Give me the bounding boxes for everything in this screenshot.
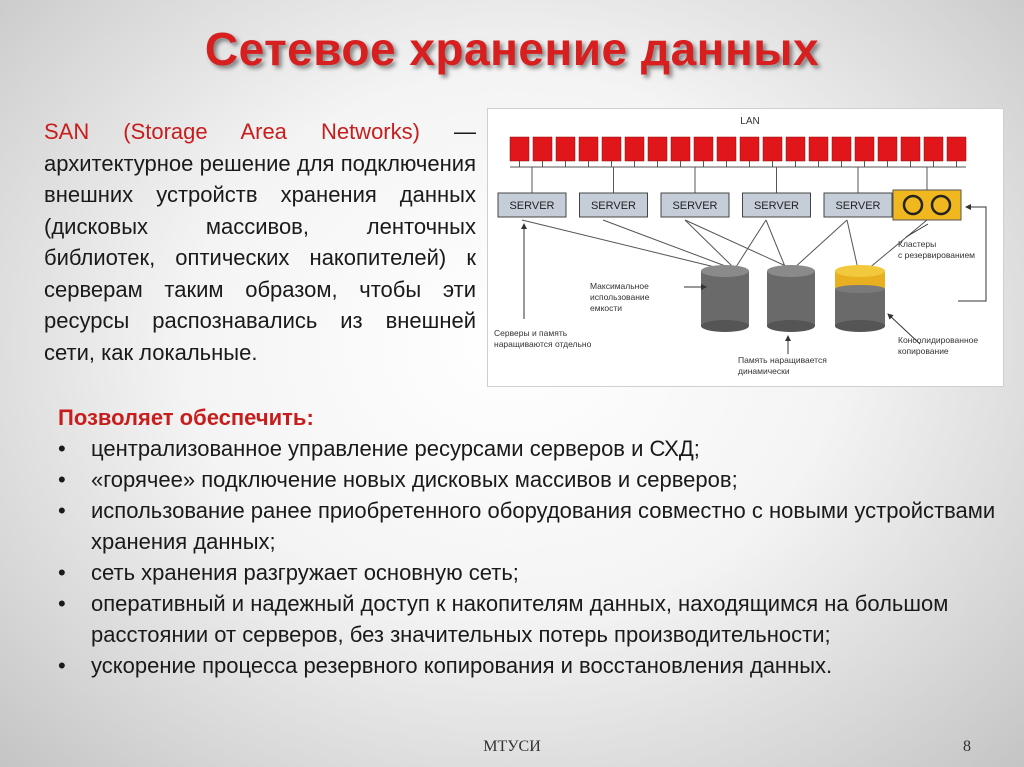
lan-node [671,137,690,161]
lan-node [878,137,897,161]
label-clusters: Кластеры с резервированием [898,239,976,260]
server-box [580,167,648,217]
server-label: SERVER [753,200,800,212]
server-box [743,167,811,217]
lan-node [740,137,759,161]
lan-node [717,137,736,161]
cluster-label-pointer [906,224,928,237]
server-row [498,167,927,217]
server-label: SERVER [509,200,555,212]
lan-label: LAN [740,116,760,127]
san-diagram [487,108,1004,387]
list-item [58,650,998,681]
intro-paragraph [44,116,476,368]
list-item [58,588,998,650]
san-links [522,220,927,269]
san-diagram-svg [488,109,1003,386]
page-number: 8 [963,738,971,755]
list-item-text: «горячее» подключение новых дисковых массивов и серверов; [91,467,738,492]
benefits-list [58,433,998,681]
bullet-icon: • [58,653,66,678]
list-item [58,557,998,588]
lan-node [901,137,920,161]
label-consolidated: Консолидированное копирование [898,335,979,356]
lan-node [694,137,713,161]
cluster-box [893,190,961,220]
lan-node [947,137,966,161]
lan-node [786,137,805,161]
list-item-text: оперативный и надежный доступ к накопителям данных, находящимся на большом расстоянии от серверов, без значительных потерь производительности; [91,591,949,647]
lan-node [602,137,621,161]
benefits-section [58,403,998,681]
bullet-icon: • [58,467,66,492]
list-item-text: сеть хранения разгружает основную сеть; [91,560,519,585]
list-item [58,433,998,464]
lan-node [510,137,529,161]
server-box [498,167,566,217]
benefits-heading: Позволяет обеспечить: [58,405,314,430]
server-label: SERVER [672,200,718,212]
slide-title: Сетевое хранение данных [204,23,820,75]
list-item-text: использование ранее приобретенного оборудования совместно с новыми устройствами хранения данных; [91,498,996,554]
lan-node [556,137,575,161]
lan-node [625,137,644,161]
footer-org: МТУСИ [483,738,541,755]
lan-row [510,137,966,167]
intro-text: — архитектурное решение для подключения внешних устройств хранения данных (дисковых массивов, ленточных библиотек, оптических накопителей) к серверам таким образом, чтобы эти ресурсы распознавались из внешней сети, как локальные. [44,119,476,365]
label-max-use: Максимальное использование емкости [590,281,650,313]
server-box [824,167,892,217]
bullet-icon: • [58,436,66,461]
list-item [58,495,998,557]
label-servers-memory: Серверы и память наращиваются отдельно [494,328,592,349]
list-item-text: ускорение процесса резервного копирования и восстановления данных. [91,653,833,678]
lan-node [579,137,598,161]
disk-array-3 [835,265,885,332]
server-label: SERVER [590,200,637,212]
label-memory-dynamic: Память наращивается динамически [738,355,827,376]
disk-array-1 [701,265,749,332]
bullet-icon: • [58,498,66,523]
lan-node [533,137,552,161]
disk-array-2 [767,265,815,332]
server-label: SERVER [835,200,881,212]
lan-node [763,137,782,161]
lan-node [809,137,828,161]
list-item [58,464,998,495]
lan-node [832,137,851,161]
intro-term: SAN (Storage Area Networks) [44,119,420,144]
bullet-icon: • [58,560,66,585]
bullet-icon: • [58,591,66,616]
list-item-text: централизованное управление ресурсами серверов и СХД; [91,436,700,461]
lan-node [648,137,667,161]
lan-node [924,137,943,161]
server-box [661,167,729,217]
lan-node [855,137,874,161]
